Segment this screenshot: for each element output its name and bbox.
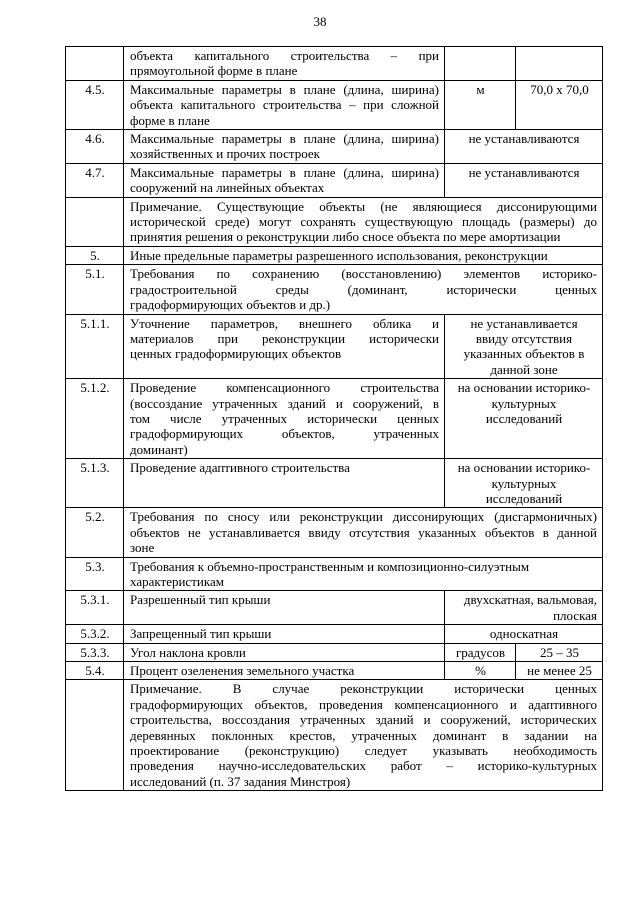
text-line: объектов не устанавливается ввиду отсутствия указанных объектов в данной (130, 524, 597, 540)
parameter-cell (124, 662, 445, 680)
text-line: Максимальные параметры в плане (длина, ширина) (130, 131, 439, 147)
table-row (66, 459, 603, 508)
note-cell (124, 197, 603, 246)
table-row (66, 80, 603, 129)
row-number: 4.6. (66, 130, 124, 164)
row-number (66, 197, 124, 246)
parameter-cell (124, 379, 445, 459)
text-line: объекта капитального строительства – при сложной (130, 97, 439, 113)
row-number: 5.1.1. (66, 314, 124, 379)
table-row (66, 591, 603, 625)
text-line: Проведение адаптивного строительства (130, 460, 350, 476)
text-line: на основании историко- (457, 460, 591, 476)
row-number: 5.4. (66, 662, 124, 680)
table-row (66, 163, 603, 197)
row-number: 5.3. (66, 557, 124, 591)
row-number: 5.3.3. (66, 643, 124, 661)
text-line: указанных объектов в (463, 346, 585, 362)
text-line: объекта капитального строительства – при (130, 48, 439, 63)
text-line: градоформирующих объектов, утраченных (130, 426, 439, 442)
row-number: 4.5. (66, 80, 124, 129)
text-line: культурных (491, 475, 557, 491)
row-number: 5.3.1. (66, 591, 124, 625)
text-line: характеристикам (130, 574, 224, 589)
text-line: прямоугольной форме в плане (130, 63, 298, 79)
parameter-cell (124, 314, 445, 379)
page-number: 38 (313, 14, 327, 29)
row-number (66, 47, 124, 81)
text-line: Требования по сохранению (восстановлению) элементов историко- (130, 266, 597, 282)
text-line: Проведение компенсационного строительства (130, 380, 439, 396)
value-cell: не устанавливаются (445, 163, 603, 197)
text-line: двухскатная, вальмовая, (463, 592, 597, 608)
unit-cell: м (445, 80, 516, 129)
text-line: исследований (485, 410, 563, 426)
value-cell: не устанавливаются (445, 130, 603, 164)
text-line: Максимальные параметры в плане (длина, ширина) (130, 81, 439, 97)
text-line: доминант) (130, 441, 188, 457)
row-number: 5.1.3. (66, 459, 124, 508)
section-cell (124, 508, 603, 557)
text-line: Угол наклона кровли (130, 644, 246, 660)
text-line: деревянных поклонных крестов, утраченных доминант в задании на (130, 727, 597, 743)
text-line: культурных (491, 395, 557, 411)
parameter-cell (124, 47, 445, 81)
text-line: ввиду отсутствия (475, 330, 573, 346)
table-row (66, 314, 603, 379)
parameter-cell (124, 163, 445, 197)
value-cell (516, 47, 603, 81)
note-cell (124, 680, 603, 791)
row-number: 5. (66, 246, 124, 264)
text-line: Уточнение параметров, внешнего облика и (130, 315, 439, 331)
table-row (66, 197, 603, 246)
text-line: исследований (485, 490, 563, 506)
table-row (66, 643, 603, 661)
unit-cell: градусов (445, 643, 516, 661)
text-line: сооружений на линейных объектах (130, 180, 325, 196)
table-row (66, 265, 603, 314)
value-cell: 25 – 35 (516, 643, 603, 661)
value-cell: 70,0 х 70,0 (516, 80, 603, 129)
text-line: плоская (553, 607, 597, 623)
parameter-cell (124, 459, 445, 508)
text-line: исторической среде) могут сохранять существующую площадь (размеры) до (130, 214, 597, 230)
row-number: 4.7. (66, 163, 124, 197)
text-line: Иные предельные параметры разрешенного использования, реконструкции (130, 247, 548, 263)
text-line: Примечание. Существующие объекты (не являющиеся диссонирующими (130, 198, 597, 214)
value-cell (445, 314, 603, 379)
table-row (66, 557, 603, 591)
text-line: градоформирующих объектов и др.) (130, 297, 331, 313)
value-cell: не менее 25 (516, 662, 603, 680)
text-line: Примечание. В случае реконструкции исторически ценных (130, 681, 597, 697)
text-line: (воссоздание утраченных зданий и сооружений, в (130, 395, 439, 411)
table-row (66, 246, 603, 264)
row-number: 5.1.2. (66, 379, 124, 459)
table-row (66, 662, 603, 680)
text-line: принятия решения о реконструкции либо сносе объекта по мере амортизации (130, 229, 561, 245)
parameter-cell (124, 591, 445, 625)
text-line: Требования к объемно-пространственным и композиционно-силуэтным (130, 558, 530, 574)
text-line: хозяйственных и прочих построек (130, 146, 320, 162)
table-row (66, 130, 603, 164)
text-line: градостроительной среды (доминант, исторически ценных (130, 281, 597, 297)
text-line: зоне (130, 540, 155, 556)
table-row (66, 625, 603, 643)
text-line: на основании историко- (457, 380, 591, 396)
parameter-cell (124, 80, 445, 129)
text-line: Максимальные параметры в плане (длина, ширина) (130, 164, 439, 180)
text-line: том числе утраченных исторически ценных (130, 410, 439, 426)
text-line: данной зоне (490, 361, 558, 377)
text-line: строительства, воссоздания утраченных зданий и сооружений, исторических (130, 712, 597, 728)
text-line: Разрешенный тип крыши (130, 592, 271, 608)
value-cell (445, 459, 603, 508)
section-cell (124, 246, 603, 264)
unit-cell (445, 47, 516, 81)
parameter-cell (124, 643, 445, 661)
text-line: градоформирующих объектов, проведения компенсационного и адаптивного (130, 696, 597, 712)
text-line: ценных градоформирующих объектов (130, 346, 342, 362)
text-line: проектирование (реконструкцию) следует указывать необходимость (130, 743, 597, 759)
value-cell (445, 379, 603, 459)
row-number: 5.1. (66, 265, 124, 314)
parameter-cell (124, 625, 445, 643)
regulations-table (65, 46, 603, 791)
text-line: не устанавливается (470, 315, 578, 331)
text-line: Процент озеленения земельного участка (130, 663, 355, 679)
text-line: Требования по сносу или реконструкции диссонирующих (дисгармоничных) (130, 509, 597, 525)
section-cell (124, 557, 603, 591)
table-row (66, 508, 603, 557)
table-row (66, 47, 603, 81)
parameter-cell (124, 130, 445, 164)
text-line: Запрещенный тип крыши (130, 626, 272, 642)
text-line: материалов при реконструкции исторически (130, 330, 439, 346)
row-number: 5.2. (66, 508, 124, 557)
text-line: исследований (п. 37 задания Минстроя) (130, 773, 351, 789)
value-cell: односкатная (445, 625, 603, 643)
row-number (66, 680, 124, 791)
row-number: 5.3.2. (66, 625, 124, 643)
table-row (66, 379, 603, 459)
table-row (66, 680, 603, 791)
unit-cell: % (445, 662, 516, 680)
text-line: форме в плане (130, 112, 210, 128)
text-line: проведения научно-исследовательских работ – историко-культурных (130, 758, 597, 774)
section-cell (124, 265, 603, 314)
value-cell (445, 591, 603, 625)
